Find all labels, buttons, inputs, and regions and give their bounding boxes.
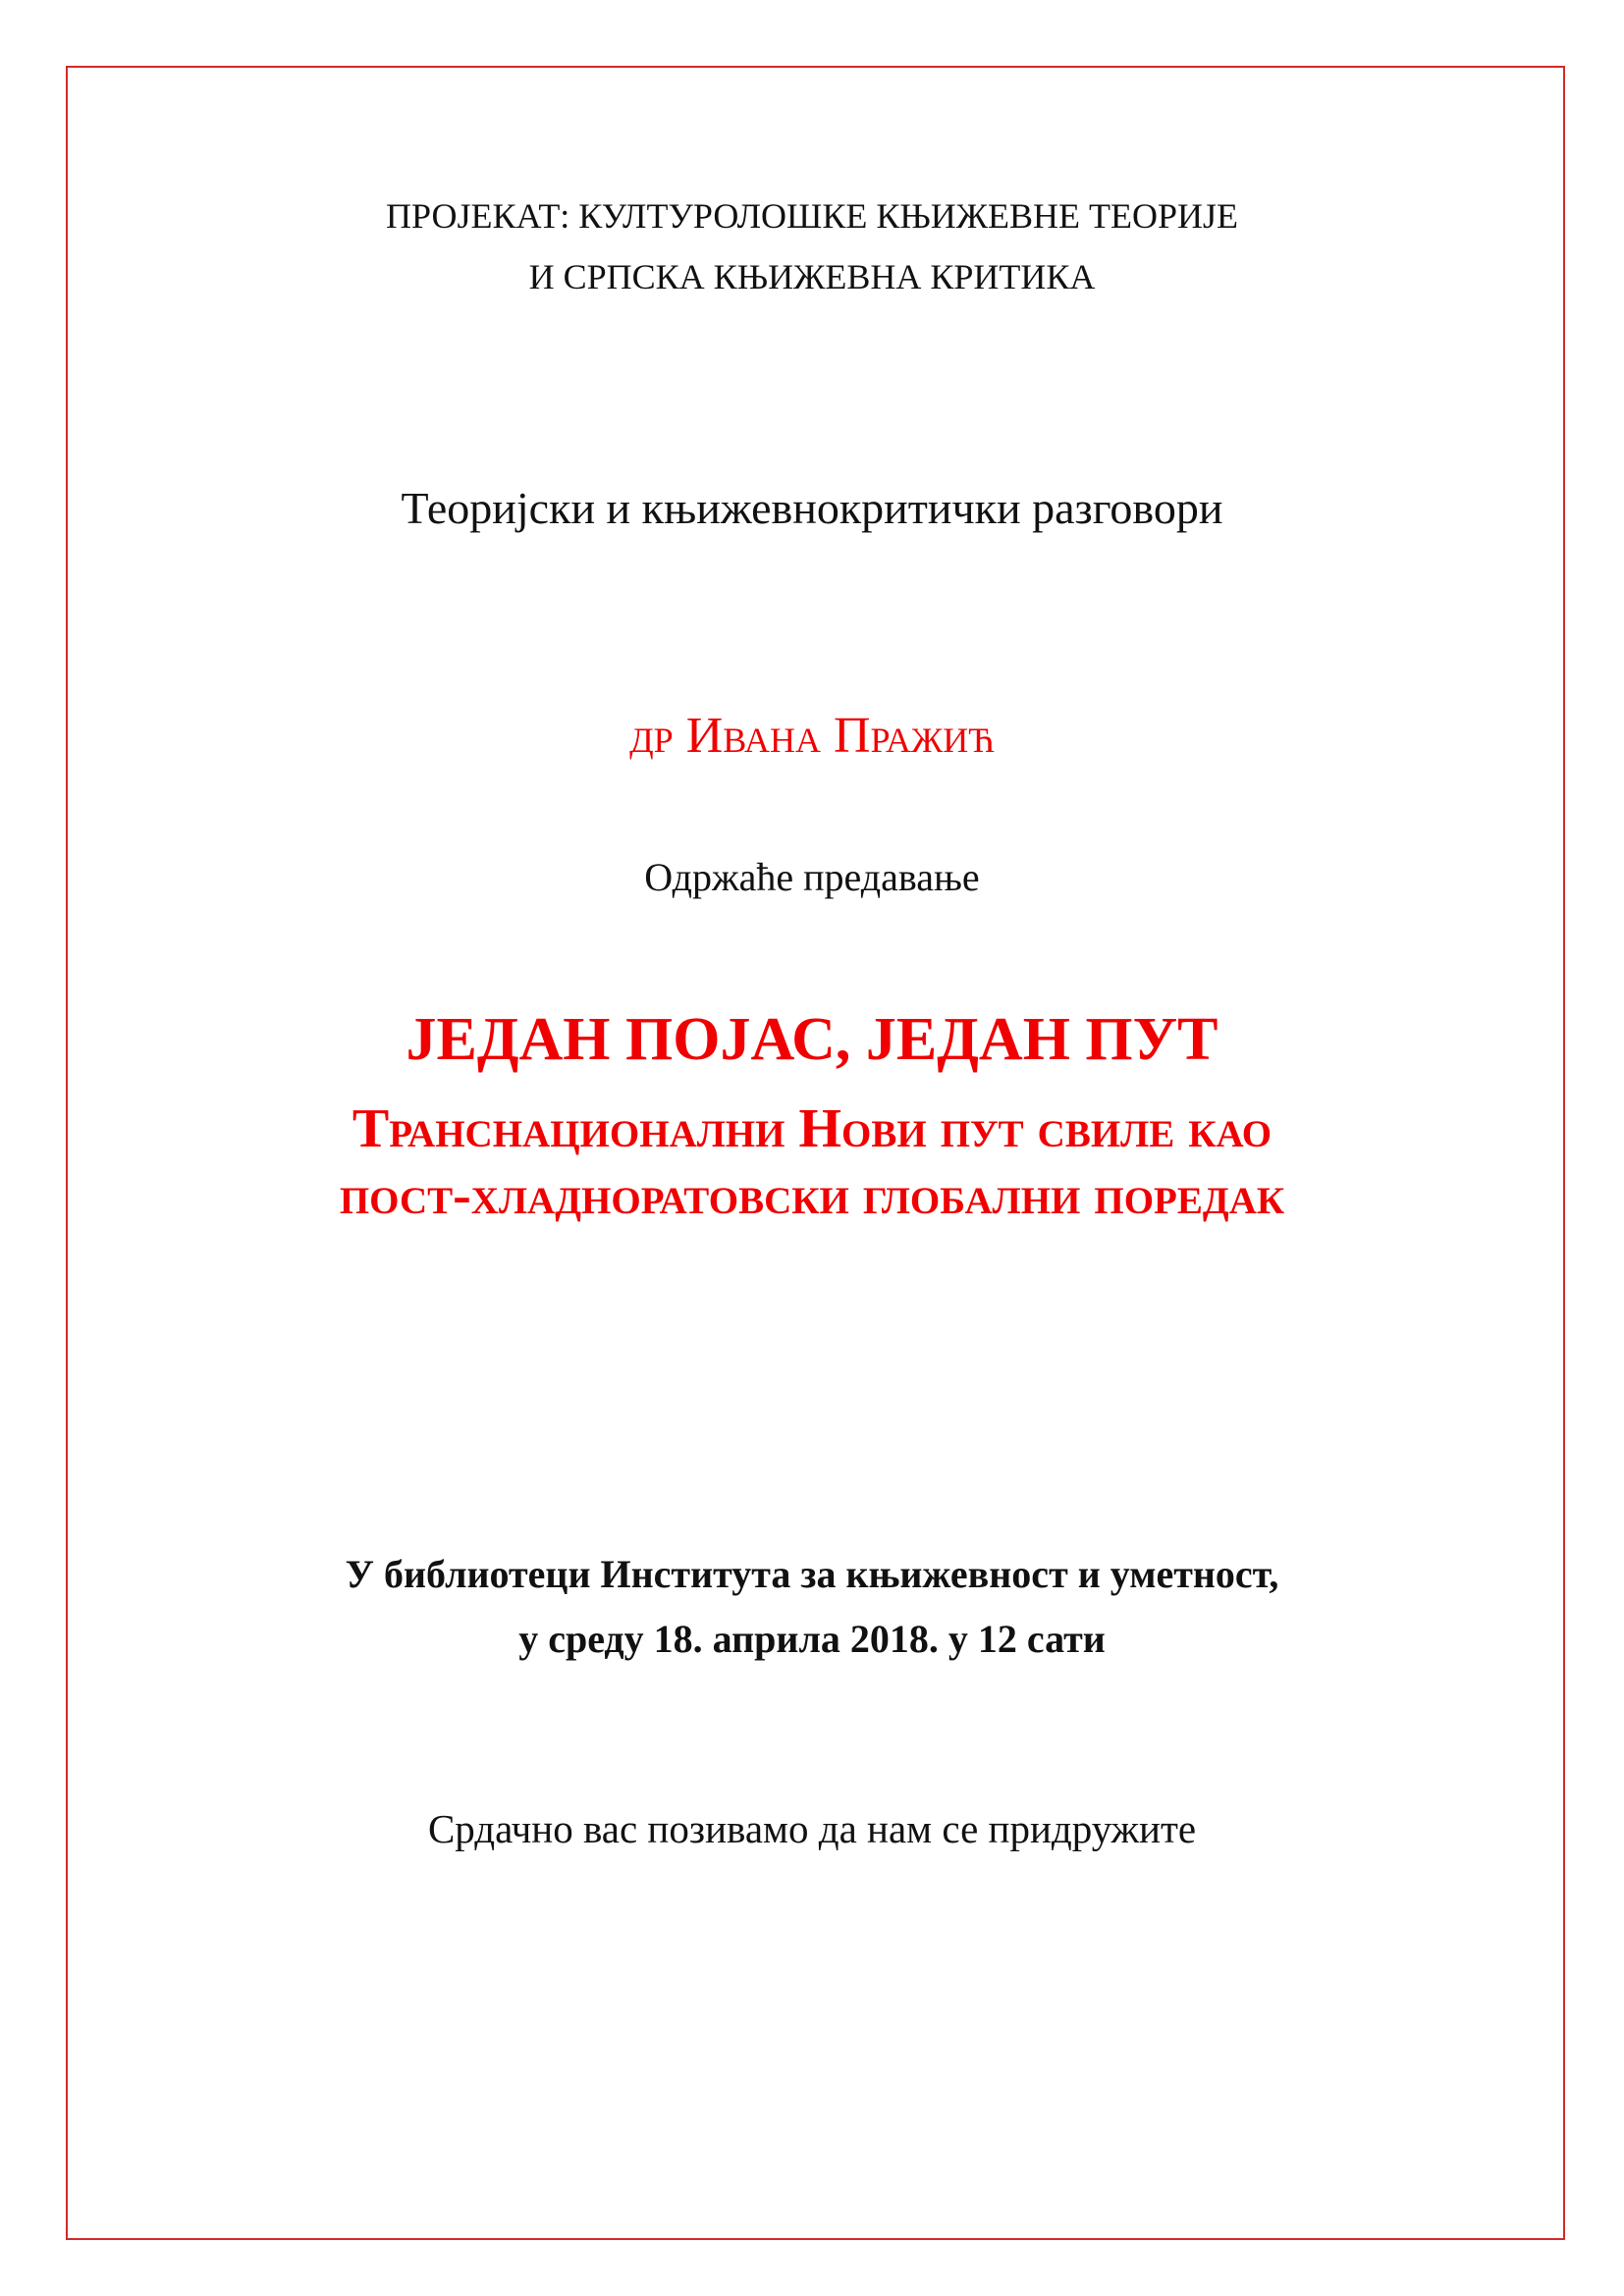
lecture-title: ЈЕДАН ПОЈАС, ЈЕДАН ПУТ bbox=[406, 1006, 1218, 1073]
venue-line-1: У библиотеци Института за књижевност и уметност, bbox=[345, 1552, 1279, 1596]
project-line-2: И СРПСКА КЊИЖЕВНА КРИТИКА bbox=[528, 257, 1096, 296]
speaker-name: др Ивана Пражић bbox=[629, 708, 995, 764]
project-line-1: ПРОЈЕКАТ: КУЛТУРОЛОШКЕ КЊИЖЕВНЕ ТЕОРИЈЕ bbox=[386, 196, 1238, 236]
venue-date-line: у среду 18. априла 2018. у 12 сати bbox=[518, 1617, 1106, 1661]
lecture-subtitle-2: пост-хладноратовски глобални поредак bbox=[339, 1165, 1285, 1226]
lecture-intro: Одржаће предавање bbox=[644, 855, 980, 899]
series-title: Теоријски и књижевнокритички разговори bbox=[401, 483, 1223, 533]
lecture-subtitle-1: Транснационални Нови пут свиле као bbox=[352, 1098, 1272, 1159]
closing-invitation: Срдачно вас позивамо да нам се придружите bbox=[427, 1806, 1197, 1851]
